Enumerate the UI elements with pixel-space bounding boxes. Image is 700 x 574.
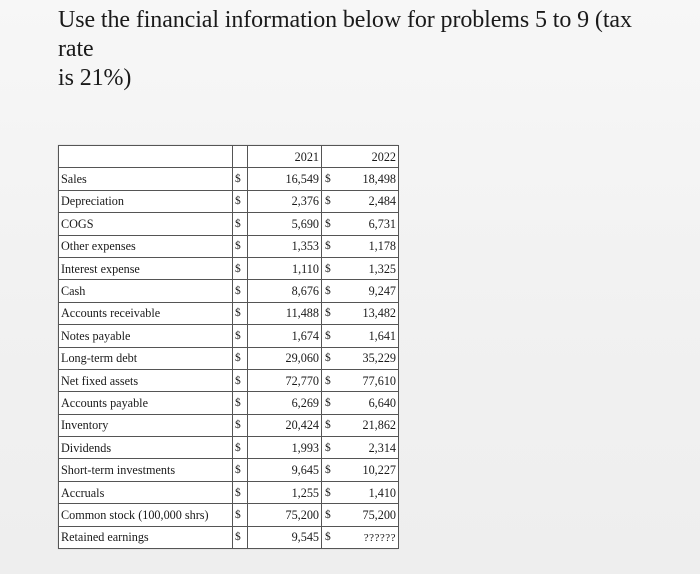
value-2021: 16,549 [248,168,322,190]
row-label: Cash [59,280,233,302]
value-2022: 77,610 [362,373,396,388]
header-blank-cell [59,146,233,168]
value-2022: 2,484 [368,194,396,209]
currency-symbol-2022: $ [325,285,331,298]
row-label: Other expenses [59,235,233,257]
table-row [59,481,399,503]
row-label: COGS [59,213,233,235]
row-label: Accruals [59,481,233,503]
table-row [59,369,399,391]
value-2022-cell [322,459,399,481]
value-2022-cell [322,168,399,190]
table-row [59,392,399,414]
row-label: Accounts payable [59,392,233,414]
financial-table-container [58,145,398,549]
row-label: Notes payable [59,325,233,347]
value-2022: 2,314 [368,440,396,455]
value-2022: 1,325 [368,261,396,276]
currency-symbol-2022: $ [325,374,331,387]
row-label: Inventory [59,414,233,436]
currency-symbol-2021: $ [233,235,248,257]
currency-symbol-2022: $ [325,217,331,230]
value-2022-cell [322,325,399,347]
table-row [59,414,399,436]
row-label: Sales [59,168,233,190]
header-blank-cell [233,146,248,168]
value-2021: 20,424 [248,414,322,436]
currency-symbol-2022: $ [325,419,331,432]
table-row [59,257,399,279]
currency-symbol-2022: $ [325,262,331,275]
value-2022-cell [322,280,399,302]
value-2021: 75,200 [248,504,322,526]
currency-symbol-2022: $ [325,441,331,454]
row-label: Net fixed assets [59,369,233,391]
value-2021: 1,255 [248,481,322,503]
currency-symbol-2022: $ [325,307,331,320]
value-2021: 9,645 [248,459,322,481]
value-2022-cell [322,257,399,279]
table-row [59,235,399,257]
currency-symbol-2021: $ [233,347,248,369]
currency-symbol-2022: $ [325,329,331,342]
value-2022: ?????? [363,531,396,544]
value-2021: 29,060 [248,347,322,369]
value-2022: 1,178 [368,239,396,254]
currency-symbol-2021: $ [233,369,248,391]
table-row [59,302,399,324]
value-2021: 72,770 [248,369,322,391]
value-2021: 8,676 [248,280,322,302]
table-row [59,459,399,481]
value-2022: 21,862 [362,418,396,433]
value-2022-cell [322,302,399,324]
year-2022-header: 2022 [322,146,399,168]
value-2021: 1,993 [248,437,322,459]
value-2022: 1,641 [368,328,396,343]
currency-symbol-2021: $ [233,325,248,347]
currency-symbol-2021: $ [233,257,248,279]
currency-symbol-2022: $ [325,464,331,477]
heading-line-1: Use the financial information below for problems 5 to 9 (tax rate [58,7,632,62]
table-row [59,347,399,369]
row-label: Dividends [59,437,233,459]
value-2021: 11,488 [248,302,322,324]
table-row [59,190,399,212]
value-2021: 5,690 [248,213,322,235]
value-2022-cell [322,347,399,369]
currency-symbol-2021: $ [233,414,248,436]
row-label: Depreciation [59,190,233,212]
table-row [59,213,399,235]
year-2021-header: 2021 [248,146,322,168]
row-label: Retained earnings [59,526,233,548]
table-row [59,526,399,548]
problem-heading [58,6,668,93]
value-2021: 1,353 [248,235,322,257]
value-2022-cell [322,213,399,235]
row-label: Common stock (100,000 shrs) [59,504,233,526]
currency-symbol-2022: $ [325,508,331,521]
value-2022-cell [322,235,399,257]
table-row [59,437,399,459]
currency-symbol-2022: $ [325,173,331,186]
value-2022: 18,498 [362,172,396,187]
value-2022-cell [322,392,399,414]
value-2022-cell [322,437,399,459]
row-label: Long-term debt [59,347,233,369]
value-2022: 6,640 [368,395,396,410]
currency-symbol-2022: $ [325,240,331,253]
value-2022: 6,731 [368,216,396,231]
currency-symbol-2021: $ [233,504,248,526]
currency-symbol-2021: $ [233,190,248,212]
financial-table [58,145,399,549]
value-2021: 1,674 [248,325,322,347]
currency-symbol-2022: $ [325,486,331,499]
currency-symbol-2021: $ [233,392,248,414]
value-2021: 9,545 [248,526,322,548]
value-2022-cell [322,504,399,526]
currency-symbol-2022: $ [325,195,331,208]
value-2022-cell [322,526,399,548]
value-2022-cell [322,369,399,391]
value-2022-cell [322,414,399,436]
value-2022: 9,247 [368,284,396,299]
value-2022: 10,227 [362,463,396,478]
value-2022: 35,229 [362,351,396,366]
heading-line-2: is 21%) [58,65,132,91]
currency-symbol-2021: $ [233,437,248,459]
value-2022-cell [322,190,399,212]
value-2022-cell [322,481,399,503]
row-label: Accounts receivable [59,302,233,324]
currency-symbol-2021: $ [233,302,248,324]
value-2022: 13,482 [362,306,396,321]
table-row [59,325,399,347]
row-label: Short-term investments [59,459,233,481]
currency-symbol-2022: $ [325,530,331,543]
currency-symbol-2022: $ [325,396,331,409]
currency-symbol-2022: $ [325,352,331,365]
currency-symbol-2021: $ [233,280,248,302]
table-header-row [59,146,399,168]
currency-symbol-2021: $ [233,213,248,235]
table-row [59,168,399,190]
value-2021: 1,110 [248,257,322,279]
table-row [59,280,399,302]
row-label: Interest expense [59,257,233,279]
table-row [59,504,399,526]
currency-symbol-2021: $ [233,459,248,481]
currency-symbol-2021: $ [233,526,248,548]
value-2021: 6,269 [248,392,322,414]
value-2022: 75,200 [362,507,396,522]
currency-symbol-2021: $ [233,481,248,503]
value-2021: 2,376 [248,190,322,212]
currency-symbol-2021: $ [233,168,248,190]
value-2022: 1,410 [368,485,396,500]
